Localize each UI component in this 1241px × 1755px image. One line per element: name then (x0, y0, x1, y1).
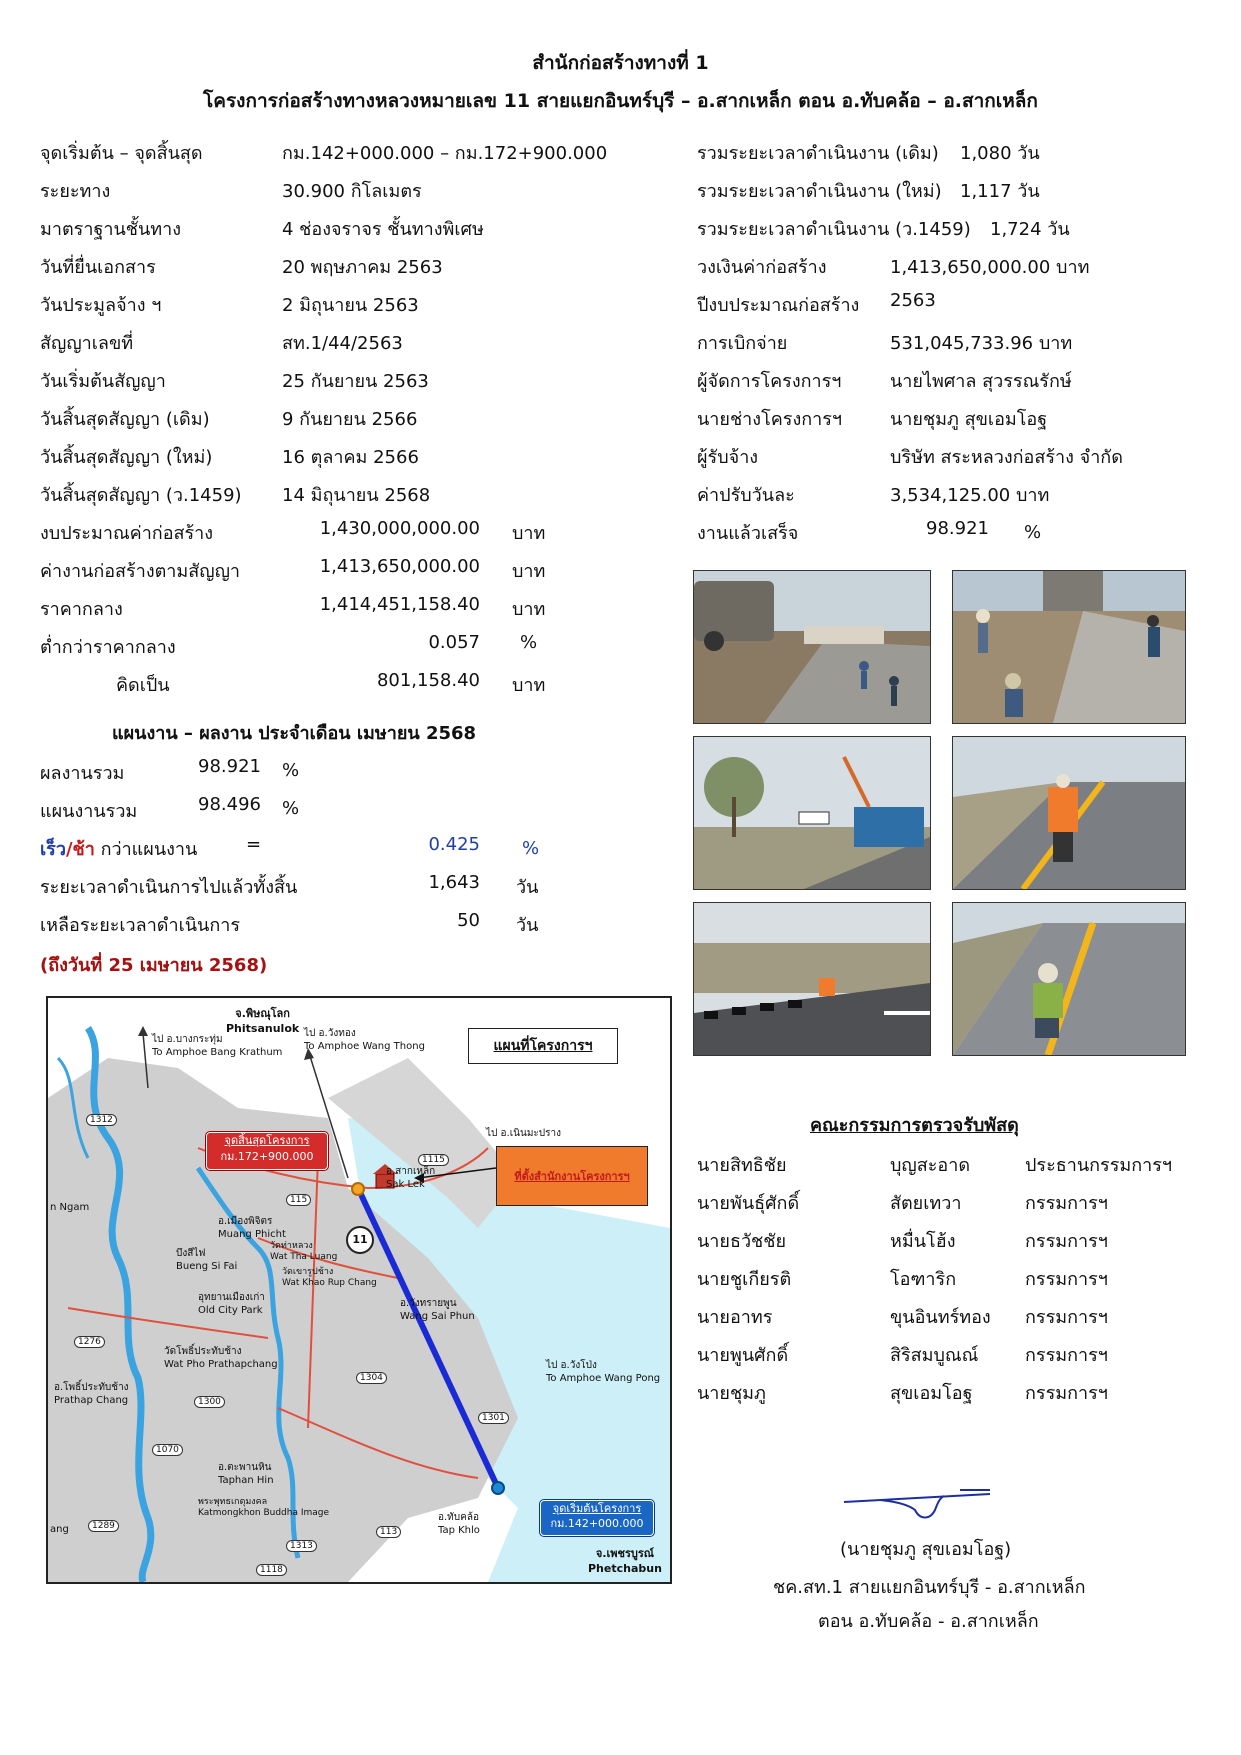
label-ang: ang (50, 1524, 69, 1535)
label-prathap (54, 1380, 129, 1406)
label-th: อ.สากเหล็ก (386, 1166, 436, 1177)
member-role: กรรมการฯ (1025, 1383, 1108, 1404)
route-1070-shield: 1070 (152, 1444, 183, 1456)
label-tha-luang (270, 1238, 337, 1262)
label-en: Bueng Si Fai (176, 1261, 238, 1272)
start-point-title: จุดเริ่มต้นโครงการ (552, 1502, 642, 1515)
money-value: 801,158.40 (376, 670, 480, 691)
label-en: To Amphoe Wang Thong (304, 1041, 425, 1052)
as-of-date: (ถึงวันที่ 25 เมษายน 2568) (40, 955, 268, 976)
right-value: นายชุมภู สุขเอมโอฐ (890, 409, 1048, 430)
route-1118-shield: 1118 (256, 1564, 287, 1576)
member-last-name: หมื่นโฮ้ง (890, 1231, 956, 1252)
label-noen-maprang: ไป อ.เนินมะปราง (486, 1128, 562, 1139)
label-th: วัดเขารูปช้าง (282, 1267, 334, 1277)
slash: / (65, 839, 73, 860)
member-first-name: นายสิทธิชัย (697, 1155, 787, 1176)
label-th: ไป อ.บางกระทุ่ม (152, 1034, 223, 1045)
route-1313-shield: 1313 (286, 1540, 317, 1552)
label-en: Katmongkhon Buddha Image (198, 1508, 330, 1518)
money-label: คิดเป็น (116, 675, 170, 696)
money-label: ค่างานก่อสร้างตามสัญญา (40, 561, 241, 582)
route-1301-shield: 1301 (478, 1412, 509, 1424)
photo-crane-truck (693, 736, 931, 890)
info-label: วันสิ้นสุดสัญญา (ว.1459) (40, 485, 242, 506)
right-label: ค่าปรับวันละ (697, 485, 795, 506)
done-value: 98.921 (926, 518, 989, 539)
remain-unit: วัน (516, 915, 539, 936)
info-value: 14 มิถุนายน 2568 (282, 485, 431, 506)
member-last-name: สิริสมบูณณ์ (890, 1345, 979, 1366)
label-wat-pho (164, 1344, 278, 1370)
label-en: Wat Tha Luang (270, 1252, 338, 1262)
label-th: อุทยานเมืองเก่า (198, 1292, 265, 1303)
signature-mark (840, 1480, 1000, 1528)
info-value: 2 มิถุนายน 2563 (282, 295, 419, 316)
right-label: วงเงินค่าก่อสร้าง (697, 257, 827, 278)
route-1300-shield: 1300 (194, 1396, 225, 1408)
right-value: 1,080 วัน (960, 143, 1040, 164)
member-first-name: นายชุมภู (697, 1383, 766, 1404)
member-last-name: โอฑาริก (890, 1269, 957, 1290)
info-value: 30.900 กิโลเมตร (282, 181, 422, 202)
label-en: To Amphoe Wang Pong (546, 1373, 661, 1384)
route-1289-shield: 1289 (88, 1520, 119, 1532)
committee-heading-text: คณะกรรมการตรวจรับพัสดุ (810, 1115, 1019, 1136)
label-th: วัดท่าหลวง (270, 1241, 313, 1251)
label-bang-krathum (152, 1032, 282, 1058)
slow-label: ช้า (72, 839, 95, 860)
info-label: วันเริ่มต้นสัญญา (40, 371, 166, 392)
compare-line (40, 834, 197, 863)
label-en: To Amphoe Bang Krathum (152, 1047, 283, 1058)
money-unit: % (520, 632, 538, 653)
elapsed-value: 1,643 (428, 872, 480, 893)
right-value: 1,724 วัน (990, 219, 1070, 240)
remain-value: 50 (457, 910, 480, 931)
right-label: รวมระยะเวลาดำเนินงาน (เดิม) (697, 143, 939, 164)
label-th: อ.เมืองพิจิตร (218, 1216, 273, 1227)
label-en: Sak Lek (386, 1179, 425, 1190)
plan-label: แผนงานรวม (40, 801, 138, 822)
info-value: กม.142+000.000 – กม.172+900.000 (282, 143, 608, 164)
member-last-name: สุขเอมโอฐ (890, 1383, 973, 1404)
member-first-name: นายพูนศักดิ์ (697, 1345, 789, 1366)
right-label: รวมระยะเวลาดำเนินงาน (ใหม่) (697, 181, 942, 202)
result-unit: % (282, 760, 300, 781)
label-en: Phetchabun (588, 1562, 662, 1575)
member-role: กรรมการฯ (1025, 1307, 1108, 1328)
label-wang-sai (400, 1296, 475, 1322)
member-last-name: สัตยเทวา (890, 1193, 962, 1214)
equals-sign: = (246, 834, 262, 855)
member-role: กรรมการฯ (1025, 1231, 1108, 1252)
info-label: วันประมูลจ้าง ฯ (40, 295, 162, 316)
route-113-shield: 113 (376, 1526, 401, 1538)
elapsed-unit: วัน (516, 877, 539, 898)
right-label: ผู้รับจ้าง (697, 447, 759, 468)
money-value: 0.057 (428, 632, 480, 653)
start-point-label (540, 1500, 654, 1536)
info-label: วันที่ยื่นเอกสาร (40, 257, 156, 278)
info-value: สท.1/44/2563 (282, 333, 403, 354)
committee-heading (810, 1110, 1019, 1139)
info-label: สัญญาเลขที่ (40, 333, 134, 354)
project-title: โครงการก่อสร้างทางหลวงหมายเลข 11 สายแยกอินทร์บุรี – อ.สากเหล็ก ตอน อ.ทับคล้อ – อ.สากเหล็ก (203, 90, 1038, 112)
label-th: ไป อ.วังทอง (304, 1028, 356, 1039)
route-1304-shield: 1304 (356, 1372, 387, 1384)
label-en: Muang Phicht (218, 1229, 286, 1240)
label-wang-thong (304, 1026, 425, 1052)
label-phitsanulok (226, 1004, 299, 1035)
member-last-name: ขุนอินทร์ทอง (890, 1307, 991, 1328)
plan-heading: แผนงาน – ผลงาน ประจำเดือน เมษายน 2568 (112, 723, 477, 744)
info-label: ระยะทาง (40, 181, 111, 202)
info-label: มาตราฐานชั้นทาง (40, 219, 182, 240)
signature-name: (นายชุมภู สุขเอมโอฐ) (840, 1539, 1012, 1560)
info-value: 9 กันยายน 2566 (282, 409, 418, 430)
label-th: พระพุทธเกตุมงคล (198, 1497, 268, 1507)
signature-position-line2: ตอน อ.ทับคล้อ - อ.สากเหล็ก (818, 1611, 1039, 1632)
info-value: 16 ตุลาคม 2566 (282, 447, 419, 468)
plan-unit: % (282, 798, 300, 819)
remain-label: เหลือระยะเวลาดำเนินการ (40, 915, 241, 936)
label-thap-khlo (438, 1510, 480, 1536)
right-value: 531,045,733.96 บาท (890, 333, 1073, 354)
info-value: 20 พฤษภาคม 2563 (282, 257, 443, 278)
money-unit: บาท (512, 675, 546, 696)
diff-unit: % (522, 838, 540, 859)
right-label: นายช่างโครงการฯ (697, 409, 843, 430)
right-value: 3,534,125.00 บาท (890, 485, 1050, 506)
elapsed-label: ระยะเวลาดำเนินการไปแล้วทั้งสิ้น (40, 877, 298, 898)
photo-lane-painting (952, 902, 1186, 1056)
route-1115-shield: 1115 (418, 1154, 449, 1166)
money-label: ต่ำกว่าราคากลาง (40, 637, 176, 658)
label-wang-pong (546, 1358, 660, 1384)
label-khao-rup (282, 1264, 377, 1288)
right-label: ปีงบประมาณก่อสร้าง (697, 295, 860, 316)
label-phetchabun (588, 1544, 662, 1575)
money-unit: บาท (512, 599, 546, 620)
route-115-shield: 115 (286, 1194, 311, 1206)
label-th: อ.โพธิ์ประทับช้าง (54, 1382, 129, 1393)
photo-concrete-work (952, 570, 1186, 724)
right-value: บริษัท สระหลวงก่อสร้าง จำกัด (890, 447, 1123, 468)
label-en: Wang Sai Phun (400, 1311, 475, 1322)
end-point-km: กม.172+900.000 (220, 1150, 314, 1163)
photo-concrete-pour (693, 570, 931, 724)
money-value: 1,430,000,000.00 (319, 518, 480, 539)
label-th: จ.เพชรบูรณ์ (595, 1547, 655, 1560)
label-en: Prathap Chang (54, 1395, 129, 1406)
label-phichit (218, 1214, 286, 1240)
map-title-text: แผนที่โครงการฯ (493, 1038, 593, 1054)
member-role: กรรมการฯ (1025, 1345, 1108, 1366)
money-unit: บาท (512, 561, 546, 582)
result-value: 98.921 (198, 756, 261, 777)
office-location-text: ที่ตั้งสำนักงานโครงการฯ (514, 1170, 630, 1183)
end-point-title: จุดสิ้นสุดโครงการ (224, 1134, 310, 1147)
end-point-label (206, 1132, 328, 1170)
label-en: Taphan Hin (218, 1475, 274, 1486)
money-label: ราคากลาง (40, 599, 123, 620)
project-map (46, 996, 672, 1584)
fast-label: เร็ว (40, 839, 66, 860)
label-en: Old City Park (198, 1305, 263, 1316)
route-1312-shield: 1312 (86, 1114, 117, 1126)
route-11-shield: 11 (346, 1226, 374, 1254)
plan-value: 98.496 (198, 794, 261, 815)
member-first-name: นายธวัชชัย (697, 1231, 787, 1252)
route-1276-shield: 1276 (74, 1336, 105, 1348)
diff-value: 0.425 (428, 834, 480, 855)
label-old-city (198, 1290, 265, 1316)
member-first-name: นายชูเกียรติ (697, 1269, 792, 1290)
info-label: วันสิ้นสุดสัญญา (ใหม่) (40, 447, 213, 468)
info-label: วันสิ้นสุดสัญญา (เดิม) (40, 409, 210, 430)
right-value: 1,117 วัน (960, 181, 1040, 202)
label-th: บึงสีไฟ (176, 1248, 206, 1259)
label-en: Wat Pho Prathapchang (164, 1359, 278, 1370)
done-unit: % (1024, 522, 1042, 543)
money-unit: บาท (512, 523, 546, 544)
label-th: อ.วังทรายพูน (400, 1298, 457, 1309)
money-label: งบประมาณค่าก่อสร้าง (40, 523, 214, 544)
member-role: กรรมการฯ (1025, 1269, 1108, 1290)
done-label: งานแล้วเสร็จ (697, 523, 799, 544)
photo-road-marking (952, 736, 1186, 890)
money-value: 1,414,451,158.40 (319, 594, 480, 615)
label-sak-lek (386, 1164, 435, 1190)
right-value: 2563 (890, 290, 936, 311)
right-label: การเบิกจ่าย (697, 333, 788, 354)
office-title: สำนักก่อสร้างทางที่ 1 (532, 52, 709, 74)
map-title (468, 1028, 618, 1064)
label-th: อ.ตะพานหิน (218, 1462, 272, 1473)
right-value: 1,413,650,000.00 บาท (890, 257, 1090, 278)
photo-curb-painting (693, 902, 931, 1056)
info-value: 4 ช่องจราจร ชั้นทางพิเศษ (282, 219, 484, 240)
label-th: ไป อ.วังโป่ง (546, 1360, 597, 1371)
label-en: Phitsanulok (226, 1022, 300, 1035)
info-value: 25 กันยายน 2563 (282, 371, 429, 392)
label-th: วัดโพธิ์ประทับช้าง (164, 1346, 242, 1357)
signature-position-line1: ชค.สท.1 สายแยกอินทร์บุรี - อ.สากเหล็ก (773, 1577, 1086, 1598)
right-label: รวมระยะเวลาดำเนินงาน (ว.1459) (697, 219, 971, 240)
member-role: ประธานกรรมการฯ (1025, 1155, 1173, 1176)
right-value: นายไพศาล สุวรรณรักษ์ (890, 371, 1072, 392)
label-bueng (176, 1246, 237, 1272)
compare-label: กว่าแผนงาน (94, 839, 198, 860)
start-point-km: กม.142+000.000 (550, 1517, 644, 1530)
result-label: ผลงานรวม (40, 763, 125, 784)
member-last-name: บุญสะอาด (890, 1155, 971, 1176)
member-first-name: นายพันธุ์ศักดิ์ (697, 1193, 800, 1214)
label-en: Tap Khlo (438, 1525, 480, 1536)
office-location-box (496, 1146, 648, 1206)
label-ngam: n Ngam (50, 1202, 90, 1213)
label-taphan (218, 1460, 274, 1486)
label-buddha (198, 1494, 329, 1518)
label-en: Wat Khao Rup Chang (282, 1278, 377, 1288)
money-value: 1,413,650,000.00 (319, 556, 480, 577)
info-label: จุดเริ่มต้น – จุดสิ้นสุด (40, 143, 203, 164)
right-label: ผู้จัดการโครงการฯ (697, 371, 842, 392)
label-th: อ.ทับคล้อ (438, 1512, 479, 1523)
label-th: จ.พิษณุโลก (235, 1007, 290, 1020)
member-role: กรรมการฯ (1025, 1193, 1108, 1214)
member-first-name: นายอาทร (697, 1307, 773, 1328)
